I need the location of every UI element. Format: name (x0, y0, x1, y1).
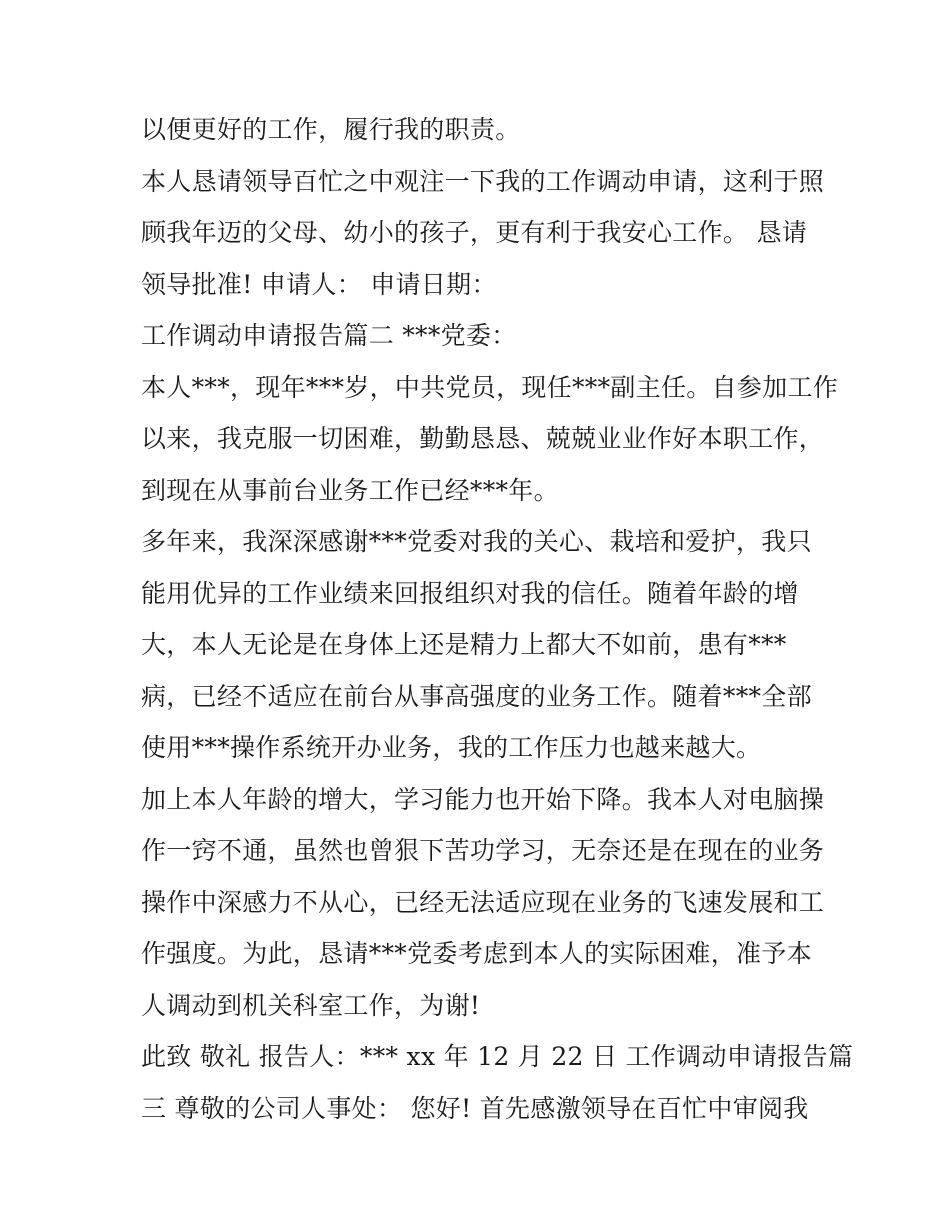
text-line: 病，已经不适应在前台从事高强度的业务工作。随着***全部 (141, 681, 812, 711)
closing-line: 此致 敬礼 报告人：*** xx 年 12 月 22 日 工作调动申请报告篇 (141, 1042, 854, 1071)
text-line: 到现在从事前台业务工作已经***年。 (141, 475, 559, 505)
text-line: 作强度。为此，恳请***党委考虑到本人的实际困难，准予本 (141, 939, 812, 968)
text-line: 人调动到机关科室工作，为谢! (141, 990, 481, 1020)
text-line: 顾我年迈的父母、幼小的孩子，更有利于我安心工作。 恳请 (141, 218, 808, 247)
text-line: 多年来，我深深感谢***党委对我的关心、栽培和爱护，我只 (141, 527, 812, 556)
text-line: 领导批准! 申请人： 申请日期： (141, 269, 497, 299)
text-line: 作一窍不通，虽然也曾狠下苦功学习，无奈还是在现在的业务 (141, 836, 825, 865)
salutation-line: 三 尊敬的公司人事处： 您好! 首先感激领导在百忙中审阅我 (141, 1093, 809, 1123)
text-line: 大，本人无论是在身体上还是精力上都大不如前，患有*** (141, 630, 787, 659)
section-heading-line: 工作调动申请报告篇二 ***党委： (141, 321, 517, 350)
text-line: 本人恳请领导百忙之中观注一下我的工作调动申请，这利于照 (141, 166, 825, 196)
text-line: 加上本人年龄的增大，学习能力也开始下降。我本人对电脑操 (141, 784, 825, 814)
text-line: 操作中深感力不从心，已经无法适应现在业务的飞速发展和工 (141, 887, 825, 917)
text-line: 能用优异的工作业绩来回报组织对我的信任。随着年龄的增 (141, 578, 799, 608)
document-body (141, 104, 854, 1134)
text-line: 以来，我克服一切困难，勤勤恳恳、兢兢业业作好本职工作， (141, 424, 825, 453)
text-line: 本人***，现年***岁，中共党员，现任***副主任。自参加工作 (141, 372, 839, 402)
text-line: 以便更好的工作，履行我的职责。 (141, 115, 521, 144)
text-line: 使用***操作系统开办业务，我的工作压力也越来越大。 (141, 733, 762, 762)
